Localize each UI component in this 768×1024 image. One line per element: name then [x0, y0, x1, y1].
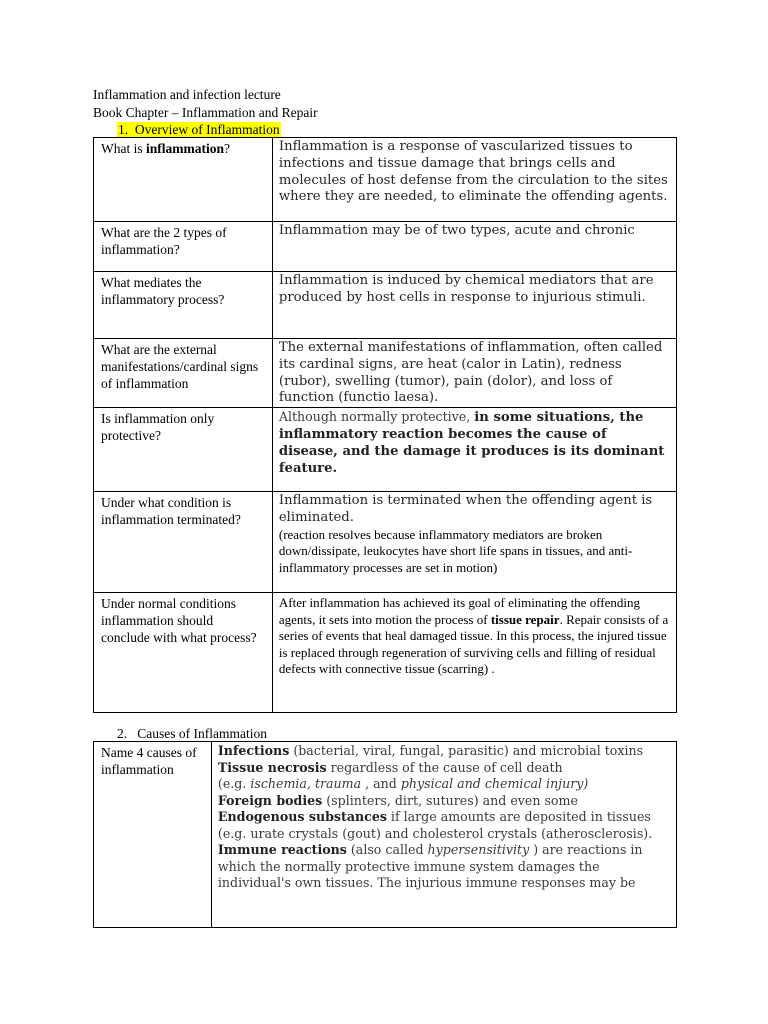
cause-immune-reactions: Immune reactions (also called hypersensitivity ) are reactions in which the normally protective immune system damages the individual's own tissues. The injurious immune responses may be: [217, 842, 643, 890]
cause-tissue-necrosis: Tissue necrosis regardless of the cause of cell death (e.g. ischemia, trauma , and physical and chemical injury): [217, 759, 589, 791]
table-row: [94, 339, 677, 408]
answer-cell: [212, 742, 676, 927]
table-row: [94, 222, 677, 272]
question-cell: Is inflammation only protective?: [101, 411, 215, 444]
question-cell: Under normal conditions inflammation should conclude with what process?: [101, 596, 257, 646]
table-row: [94, 742, 677, 928]
section2-number: 2.: [117, 726, 128, 741]
section1-heading: [117, 121, 281, 138]
cause-endogenous-substances: Endogenous substances if large amounts are deposited in tissues (e.g. urate crystals (gout) and cholesterol crystals (atherosclerosis).: [217, 809, 653, 841]
section2-title: Causes of Inflammation: [137, 726, 267, 741]
table-row: [94, 138, 677, 222]
answer-cell: The external manifestations of inflammation, often called its cardinal signs, are heat (calor in Latin), redness (rubor), swelling (tumor), pain (dolor), and loss of function (functio laesa).: [278, 340, 663, 406]
table-row: [94, 272, 677, 339]
answer-cell: Although normally protective, in some situations, the inflammatory reaction becomes the cause of disease, and the damage it produces is its dominant feature.: [278, 409, 665, 476]
question-cell: Under what condition is inflammation terminated?: [101, 495, 241, 528]
question-cell: Name 4 causes of inflammation: [101, 745, 197, 777]
cause-infections: Infections (bacterial, viral, fungal, parasitic) and microbial toxins: [217, 743, 644, 758]
overview-table: [93, 137, 677, 713]
section2-heading: [117, 725, 267, 742]
question-cell: What is inflammation?: [101, 141, 231, 156]
section1-title: Overview of Inflammation: [134, 122, 280, 137]
answer-cell: After inflammation has achieved its goal of eliminating the offending agents, it sets into motion the process of tissue repair. Repair consists of a series of events that heal damaged tissue. In this process, the injured tissue is replaced through regeneration of surviving cells and filling of residual defects with connective tissue (scarring) .: [278, 595, 669, 677]
question-cell: What are the external manifestations/cardinal signs of inflammation: [101, 342, 259, 391]
chapter-title: Book Chapter – Inflammation and Repair: [93, 105, 318, 120]
cause-foreign-bodies: Foreign bodies (splinters, dirt, sutures) and even some: [217, 792, 578, 808]
question-cell: What mediates the inflammatory process?: [101, 275, 225, 307]
table-row: [94, 408, 677, 492]
answer-cell: Inflammation is induced by chemical mediators that are produced by host cells in response to injurious stimuli.: [278, 273, 654, 305]
question-cell: What are the 2 types of inflammation?: [101, 225, 227, 257]
answer-cell: Inflammation is terminated when the offending agent is eliminated. (reaction resolves because inflammatory mediators are broken down/dissipate, leukocytes have short life spans in tissues, and anti-inflammatory processes are set in motion): [273, 492, 676, 576]
table-row: [94, 593, 677, 713]
answer-note: (reaction resolves because inflammatory mediators are broken down/dissipate, leukocytes have short life spans in tissues, and anti-inflammatory processes are set in motion): [278, 526, 633, 575]
table-row: [94, 492, 677, 593]
answer-cell: Inflammation is a response of vascularized tissues to infections and tissue damage that brings cells and molecules of host defense from the circulation to the sites where they are needed, to eliminate the offending agents.: [278, 139, 668, 205]
causes-table: [93, 741, 677, 928]
answer-cell: Inflammation may be of two types, acute and chronic: [278, 223, 635, 238]
section1-number: 1.: [118, 122, 129, 137]
document-title: Inflammation and infection lecture: [93, 87, 281, 102]
